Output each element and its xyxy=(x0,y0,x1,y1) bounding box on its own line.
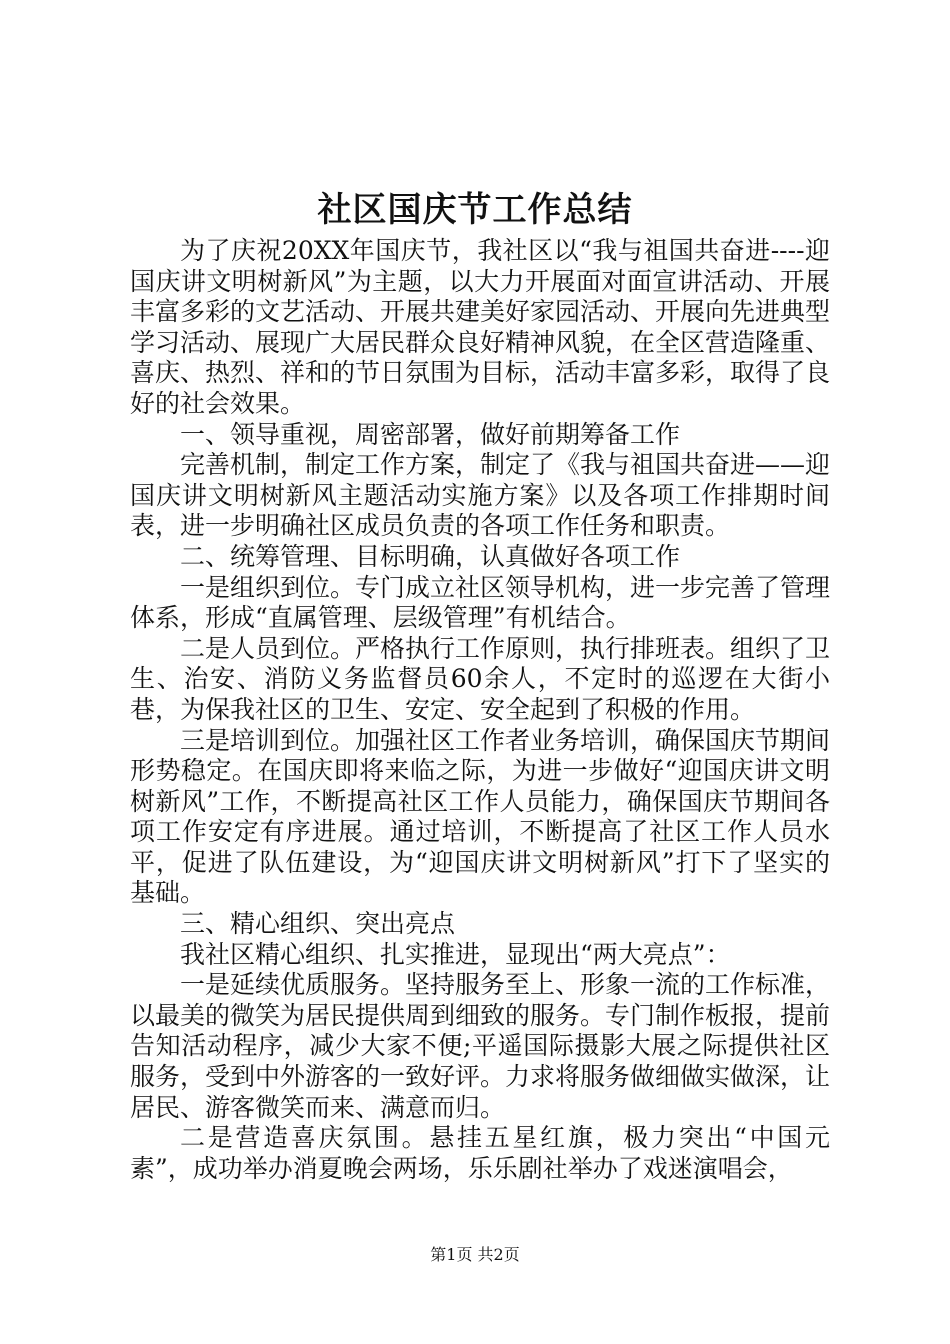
paragraph-intro: 为了庆祝20XX年国庆节，我社区以“我与祖国共奋进----迎国庆讲文明树新风”为主题，以大力开展面对面宣讲活动、开展丰富多彩的文艺活动、开展共建美好家园活动、开展向先进典型学习活动、展现广大居民群众良好精神风貌，在全区营造隆重、喜庆、热烈、祥和的节日氛围为目标，活动丰富多彩，取得了良好的社会效果。 xyxy=(130,236,831,418)
page-footer: 第1页 共2页 xyxy=(430,1245,520,1264)
paragraph-organization: 一是组织到位。专门成立社区领导机构，进一步完善了管理体系，形成“直属管理、层级管理”有机结合。 xyxy=(130,572,831,633)
paragraph-training: 三是培训到位。加强社区工作者业务培训，确保国庆节期间形势稳定。在国庆即将来临之际，为进一步做好“迎国庆讲文明树新风”工作，不断提高社区工作人员能力，确保国庆节期间各项工作安定有序进展。通过培训，不断提高了社区工作人员水平，促进了队伍建设，为“迎国庆讲文明树新风”打下了坚实的基础。 xyxy=(130,725,831,908)
paragraph-highlights: 我社区精心组织、扎实推进，显现出“两大亮点”： xyxy=(180,939,731,969)
document-title: 社区国庆节工作总结 xyxy=(317,190,633,230)
paragraph-service: 一是延续优质服务。坚持服务至上、形象一流的工作标准，以最美的微笑为居民提供周到细致的服务。专门制作板报，提前告知活动程序，减少大家不便;平遥国际摄影大展之际提供社区服务，受到中外游客的一致好评。力求将服务做细做实做深，让居民、游客微笑而来、满意而归。 xyxy=(130,970,831,1122)
paragraph-personnel: 二是人员到位。严格执行工作原则，执行排班表。组织了卫生、治安、消防义务监督员60余人，不定时的巡逻在大街小巷，为保我社区的卫生、安定、安全起到了积极的作用。 xyxy=(130,633,831,724)
section-heading-2: 二、统筹管理、目标明确，认真做好各项工作 xyxy=(180,541,681,571)
section-heading-1: 一、领导重视，周密部署，做好前期筹备工作 xyxy=(180,419,681,449)
paragraph-mechanism: 完善机制，制定工作方案，制定了《我与祖国共奋进——迎国庆讲文明树新风主题活动实施方案》以及各项工作排期时间表，进一步明确社区成员负责的各项工作任务和职责。 xyxy=(130,450,831,541)
document-body xyxy=(130,236,830,1184)
paragraph-atmosphere: 二是营造喜庆氛围。悬挂五星红旗，极力突出“中国元素”，成功举办消夏晚会两场，乐乐剧社举办了戏迷演唱会， xyxy=(130,1123,830,1183)
section-heading-3: 三、精心组织、突出亮点 xyxy=(180,909,456,939)
